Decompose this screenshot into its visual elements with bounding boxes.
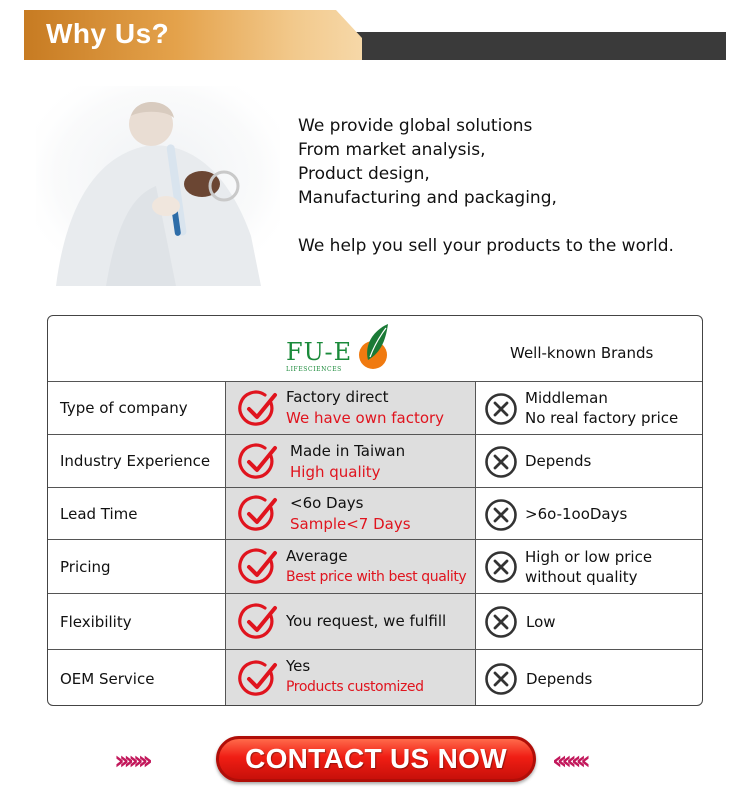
brand-text-line1: Low [526, 613, 556, 631]
brand-cell [476, 382, 703, 434]
banner-title: Why Us? [46, 18, 170, 49]
check-circle-icon [238, 659, 278, 699]
comparison-table [47, 315, 703, 706]
brand-column-header: Well-known Brands [510, 344, 654, 362]
fue-main-text: <6o Days [290, 494, 364, 512]
fue-note-text: Sample<7 Days [290, 515, 411, 533]
fue-logo [286, 322, 396, 376]
row-label: Type of company [48, 382, 226, 434]
fue-cell [226, 488, 476, 539]
row-label: Flexibility [48, 594, 226, 649]
fue-main-text: Factory direct [286, 388, 389, 406]
lab-scientist-image [36, 86, 280, 286]
check-circle-icon [238, 547, 278, 587]
row-label: Pricing [48, 540, 226, 593]
contact-us-button[interactable] [216, 736, 536, 782]
cross-circle-icon [484, 445, 518, 479]
intro-line: Manufacturing and packaging, [298, 188, 557, 208]
intro-line: Product design, [298, 164, 430, 184]
banner-dark-bar [324, 32, 726, 60]
fue-main-text: Yes [286, 657, 311, 675]
brand-text-line1: Depends [526, 670, 593, 688]
brand-cell [476, 435, 703, 487]
table-row [48, 540, 703, 594]
check-circle-icon [238, 442, 278, 482]
fue-cell [226, 382, 476, 434]
cross-circle-icon [484, 392, 518, 426]
check-circle-icon [238, 389, 278, 429]
fue-note-text: Products customized [286, 679, 424, 695]
why-us-banner [24, 10, 726, 60]
brand-text-line2: No real factory price [525, 409, 679, 427]
brand-text-line1: Middleman [525, 389, 608, 407]
check-circle-icon [238, 602, 278, 642]
brand-cell [476, 488, 703, 539]
fue-cell [226, 435, 476, 487]
table-header-row [48, 316, 703, 382]
brand-cell [476, 594, 703, 649]
logo-subtext: LIFESCIENCES [286, 366, 342, 373]
table-row [48, 650, 703, 706]
brand-text-line1: >6o-1ooDays [525, 505, 628, 523]
contact-us-label: CONTACT US NOW [245, 743, 507, 774]
logo-text: FU-E [286, 338, 353, 366]
intro-line: From market analysis, [298, 140, 486, 160]
fue-note-text: Best price with best quality [286, 569, 467, 585]
table-row [48, 435, 703, 488]
brand-cell [476, 650, 703, 706]
brand-cell [476, 540, 703, 593]
table-row [48, 382, 703, 435]
cross-circle-icon [484, 498, 518, 532]
fue-note-text: We have own factory [286, 409, 445, 427]
check-circle-icon [238, 494, 278, 534]
fue-note-text: High quality [290, 463, 381, 481]
brand-text-line1: Depends [525, 452, 592, 470]
intro-closing: We help you sell your products to the world. [298, 236, 674, 256]
fue-cell [226, 540, 476, 593]
fue-cell [226, 594, 476, 649]
fue-cell [226, 650, 476, 706]
row-label: OEM Service [48, 650, 226, 706]
fue-main-text: You request, we fulfill [286, 612, 447, 630]
leaf-icon [352, 322, 394, 372]
cross-circle-icon [484, 662, 518, 696]
table-row [48, 488, 703, 540]
fue-main-text: Made in Taiwan [290, 442, 406, 460]
row-label: Lead Time [48, 488, 226, 539]
cross-circle-icon [484, 605, 518, 639]
fue-main-text: Average [286, 547, 348, 565]
chevrons-left-icon: ‹‹‹‹‹‹‹ [552, 746, 586, 776]
intro-line: We provide global solutions [298, 116, 533, 136]
row-label: Industry Experience [48, 435, 226, 487]
intro-text [298, 114, 728, 258]
chevrons-right-icon: ››››››› [114, 746, 148, 776]
brand-text-line2: without quality [525, 568, 638, 586]
cross-circle-icon [484, 550, 518, 584]
brand-text-line1: High or low price [525, 548, 653, 566]
table-row [48, 594, 703, 650]
cta-section [0, 734, 751, 786]
